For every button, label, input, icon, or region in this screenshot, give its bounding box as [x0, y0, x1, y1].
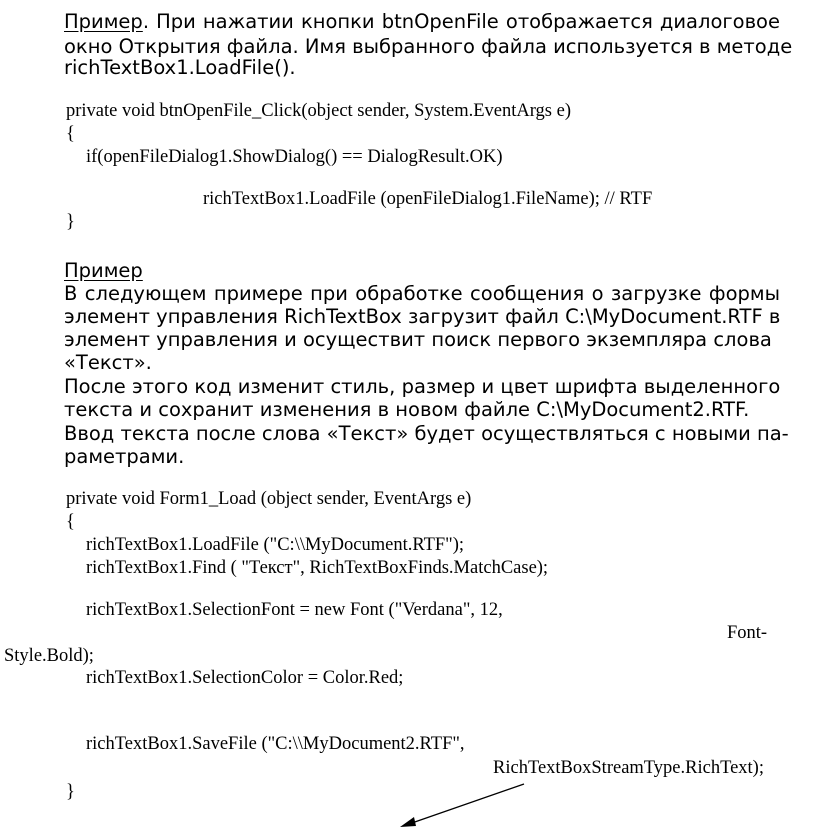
code2-line-4: richTextBox1.Find ( "Текст", RichTextBoxFinds.MatchCase);	[86, 558, 549, 578]
code2-line-6: Font-	[727, 623, 768, 643]
arrow-head	[400, 817, 416, 827]
code1-line-1: private void btnOpenFile_Click(object sender, System.EventArgs e)	[66, 101, 571, 121]
example-p1-line-3: элемент управления и осуществит поиск первого экземпляра слова	[64, 328, 772, 351]
code1-line-5: }	[66, 212, 75, 232]
code1-line-2: {	[66, 124, 75, 144]
code2-line-7: Style.Bold);	[4, 646, 94, 666]
code1-line-3: if(openFileDialog1.ShowDialog() == DialogResult.OK)	[86, 147, 503, 167]
example-p3-line-1: Ввод текста после слова «Текст» будет осуществляться с новыми па-	[64, 422, 789, 445]
code2-line-9: richTextBox1.SaveFile ("C:\\MyDocument2.RTF",	[86, 734, 465, 754]
example-p1-line-1: В следующем примере при обработке сообщения о загрузке формы	[64, 282, 780, 305]
intro-line-1-text: . При нажатии кнопки btnOpenFile отображается диалоговое	[142, 10, 780, 33]
code1-line-4: richTextBox1.LoadFile (openFileDialog1.FileName); // RTF	[203, 189, 653, 209]
example-heading: Пример	[64, 259, 143, 282]
intro-example-label: Пример	[64, 10, 143, 33]
example-p1-line-2: элемент управления RichTextBox загрузит файл C:\MyDocument.RTF в	[64, 305, 781, 328]
example-p1-line-4: «Текст».	[64, 351, 152, 374]
example-p2-line-2: текста и сохранит изменения в новом файле C:\MyDocument2.RTF.	[64, 398, 750, 421]
code2-line-1: private void Form1_Load (object sender, EventArgs e)	[66, 489, 472, 509]
intro-line-2: окно Открытия файла. Имя выбранного файла используется в методе	[64, 35, 793, 58]
example-p2-line-1: После этого код изменит стиль, размер и цвет шрифта выделенного	[64, 375, 781, 398]
code2-line-5: richTextBox1.SelectionFont = new Font ("Verdana", 12,	[86, 600, 503, 620]
code2-line-3: richTextBox1.LoadFile ("C:\\MyDocument.RTF");	[86, 535, 465, 555]
arrow-shaft	[409, 784, 524, 824]
code2-line-11: }	[66, 782, 75, 802]
code2-line-10: RichTextBoxStreamType.RichText);	[493, 758, 764, 778]
code2-line-2: {	[66, 512, 75, 532]
code2-line-8: richTextBox1.SelectionColor = Color.Red;	[86, 668, 404, 688]
example-p3-line-2: раметрами.	[64, 445, 185, 468]
intro-line-3: richTextBox1.LoadFile().	[64, 56, 296, 79]
